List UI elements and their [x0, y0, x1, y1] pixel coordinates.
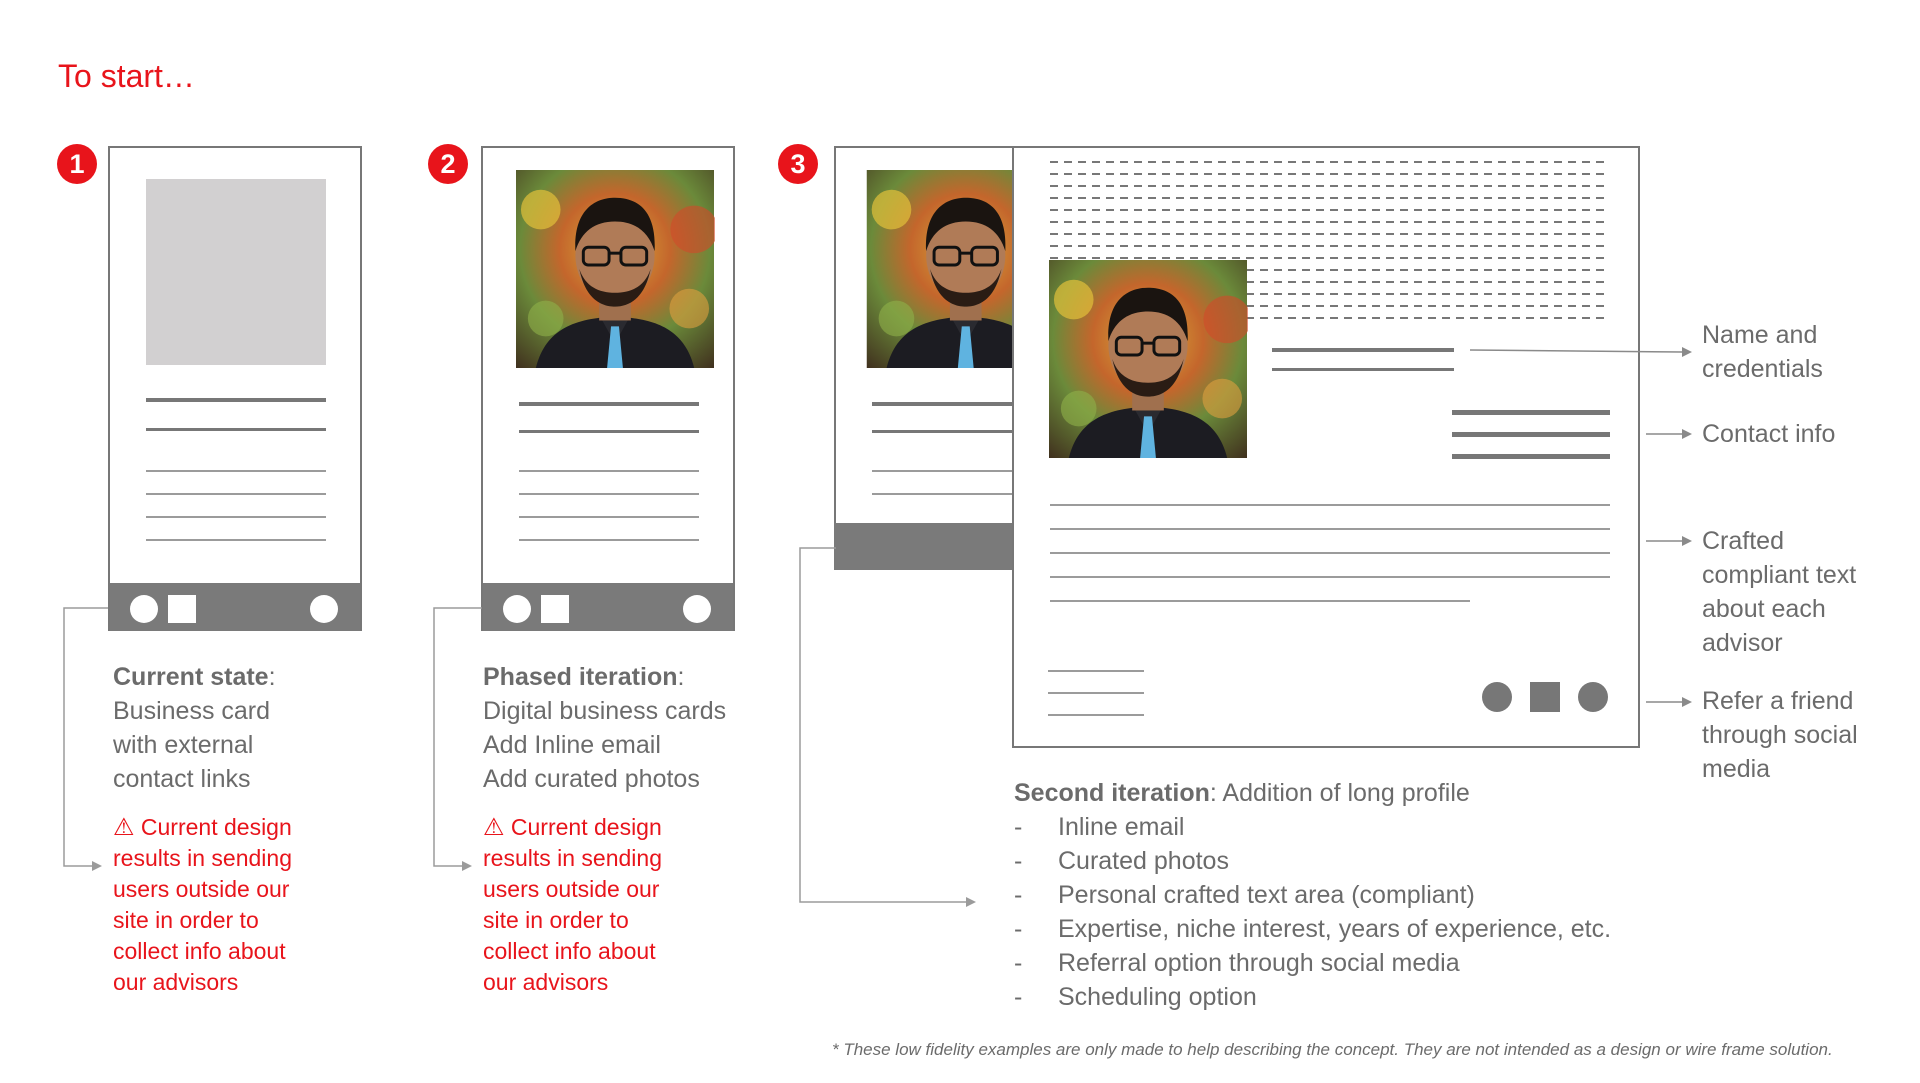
credential-line: [1272, 368, 1454, 371]
step-heading-suffix: Addition of long profile: [1222, 779, 1470, 807]
business-card-wireframe-1: [108, 146, 362, 631]
text-line: [519, 470, 699, 472]
step-description-2: Phased iteration: Digital business cards Add Inline email Add curated photos: [483, 660, 783, 796]
circle-icon: [503, 595, 531, 623]
scheduling-line: [1048, 714, 1144, 716]
bullet-item: - Inline email: [1014, 813, 1185, 841]
callout-contact-info: Contact info: [1702, 420, 1836, 448]
bullet-item: - Personal crafted text area (compliant): [1014, 881, 1475, 909]
square-icon: [168, 595, 196, 623]
circle-icon: [683, 595, 711, 623]
warning-note-1: [113, 812, 373, 998]
text-line: [519, 539, 699, 541]
text-line: [146, 493, 326, 495]
scheduling-line: [1048, 692, 1144, 694]
text-line: [146, 470, 326, 472]
bullet-item: - Referral option through social media: [1014, 949, 1460, 977]
step-description-1: Current state: Business card with external contact links: [113, 660, 353, 796]
text-line: [872, 493, 1016, 495]
warning-line: results in sending: [483, 845, 662, 871]
connector-arrow-2: [428, 600, 488, 880]
warning-line: results in sending: [113, 845, 292, 871]
warning-line: collect info about: [113, 938, 286, 964]
credential-line: [146, 428, 326, 431]
step-badge-2: 2: [428, 144, 468, 184]
description-line: contact links: [113, 765, 251, 793]
credential-line: [519, 430, 699, 433]
warning-line: our advisors: [483, 969, 609, 995]
step-badge-1: 1: [57, 144, 97, 184]
business-card-wireframe-2: [481, 146, 735, 631]
callout-arrows: [1460, 330, 1700, 730]
step-heading: Phased iteration: [483, 663, 678, 691]
photo-placeholder: [146, 179, 326, 365]
name-line: [519, 402, 699, 406]
square-icon: [541, 595, 569, 623]
text-line: [519, 516, 699, 518]
connector-arrow-3: [796, 540, 986, 920]
text-line: [146, 539, 326, 541]
card-footer: [110, 583, 360, 631]
callout-name-credentials: Name and credentials: [1702, 321, 1823, 383]
step-heading: Current state: [113, 663, 269, 691]
scheduling-line: [1048, 670, 1144, 672]
description-line: with external: [113, 731, 254, 759]
step-badge-3: 3: [778, 144, 818, 184]
footnote: * These low fidelity examples are only made to help describing the concept. They are not intended as a design or wire frame solution.: [832, 1040, 1833, 1059]
description-line: Add curated photos: [483, 765, 700, 793]
business-card-wireframe-3-back: [834, 146, 1014, 570]
name-line: [1272, 348, 1454, 352]
step-description-3: Second iteration: Addition of long profile - Inline email - Curated photos - Personal crafted text area (compliant) - Expertise, niche interest, years of experience, etc. - Referral option through social media - Scheduling option: [1014, 776, 1714, 1014]
warning-icon: ⚠: [483, 814, 505, 841]
credential-line: [872, 430, 1016, 433]
text-line: [519, 493, 699, 495]
description-line: Digital business cards: [483, 697, 727, 725]
advisor-photo-large: [1048, 260, 1248, 458]
callout-crafted-text: Crafted compliant text about each advisor: [1702, 527, 1857, 657]
text-line: [1050, 600, 1470, 602]
name-line: [872, 402, 1016, 406]
bullet-item: - Scheduling option: [1014, 983, 1257, 1011]
name-line: [146, 398, 326, 402]
card-footer: [483, 583, 733, 631]
warning-line: Current design: [140, 814, 292, 840]
advisor-photo: [866, 170, 1016, 368]
circle-icon: [130, 595, 158, 623]
text-line: [146, 516, 326, 518]
warning-line: site in order to: [113, 907, 259, 933]
connector-arrow-1: [58, 600, 108, 880]
step-heading: Second iteration: [1014, 779, 1210, 807]
warning-icon: ⚠: [113, 814, 135, 841]
warning-line: Current design: [510, 814, 662, 840]
warning-line: users outside our: [113, 876, 290, 902]
warning-line: users outside our: [483, 876, 660, 902]
description-line: Add Inline email: [483, 731, 661, 759]
description-line: Business card: [113, 697, 271, 725]
warning-note-2: [483, 812, 743, 998]
callout-refer-friend: Refer a friend through social media: [1702, 687, 1858, 783]
warning-line: our advisors: [113, 969, 239, 995]
warning-line: collect info about: [483, 938, 656, 964]
circle-icon: [310, 595, 338, 623]
advisor-photo: [515, 170, 715, 368]
bullet-item: - Expertise, niche interest, years of experience, etc.: [1014, 915, 1612, 943]
bullet-item: - Curated photos: [1014, 847, 1229, 875]
page-title: To start…: [58, 58, 195, 94]
text-line: [872, 470, 1016, 472]
warning-line: site in order to: [483, 907, 629, 933]
